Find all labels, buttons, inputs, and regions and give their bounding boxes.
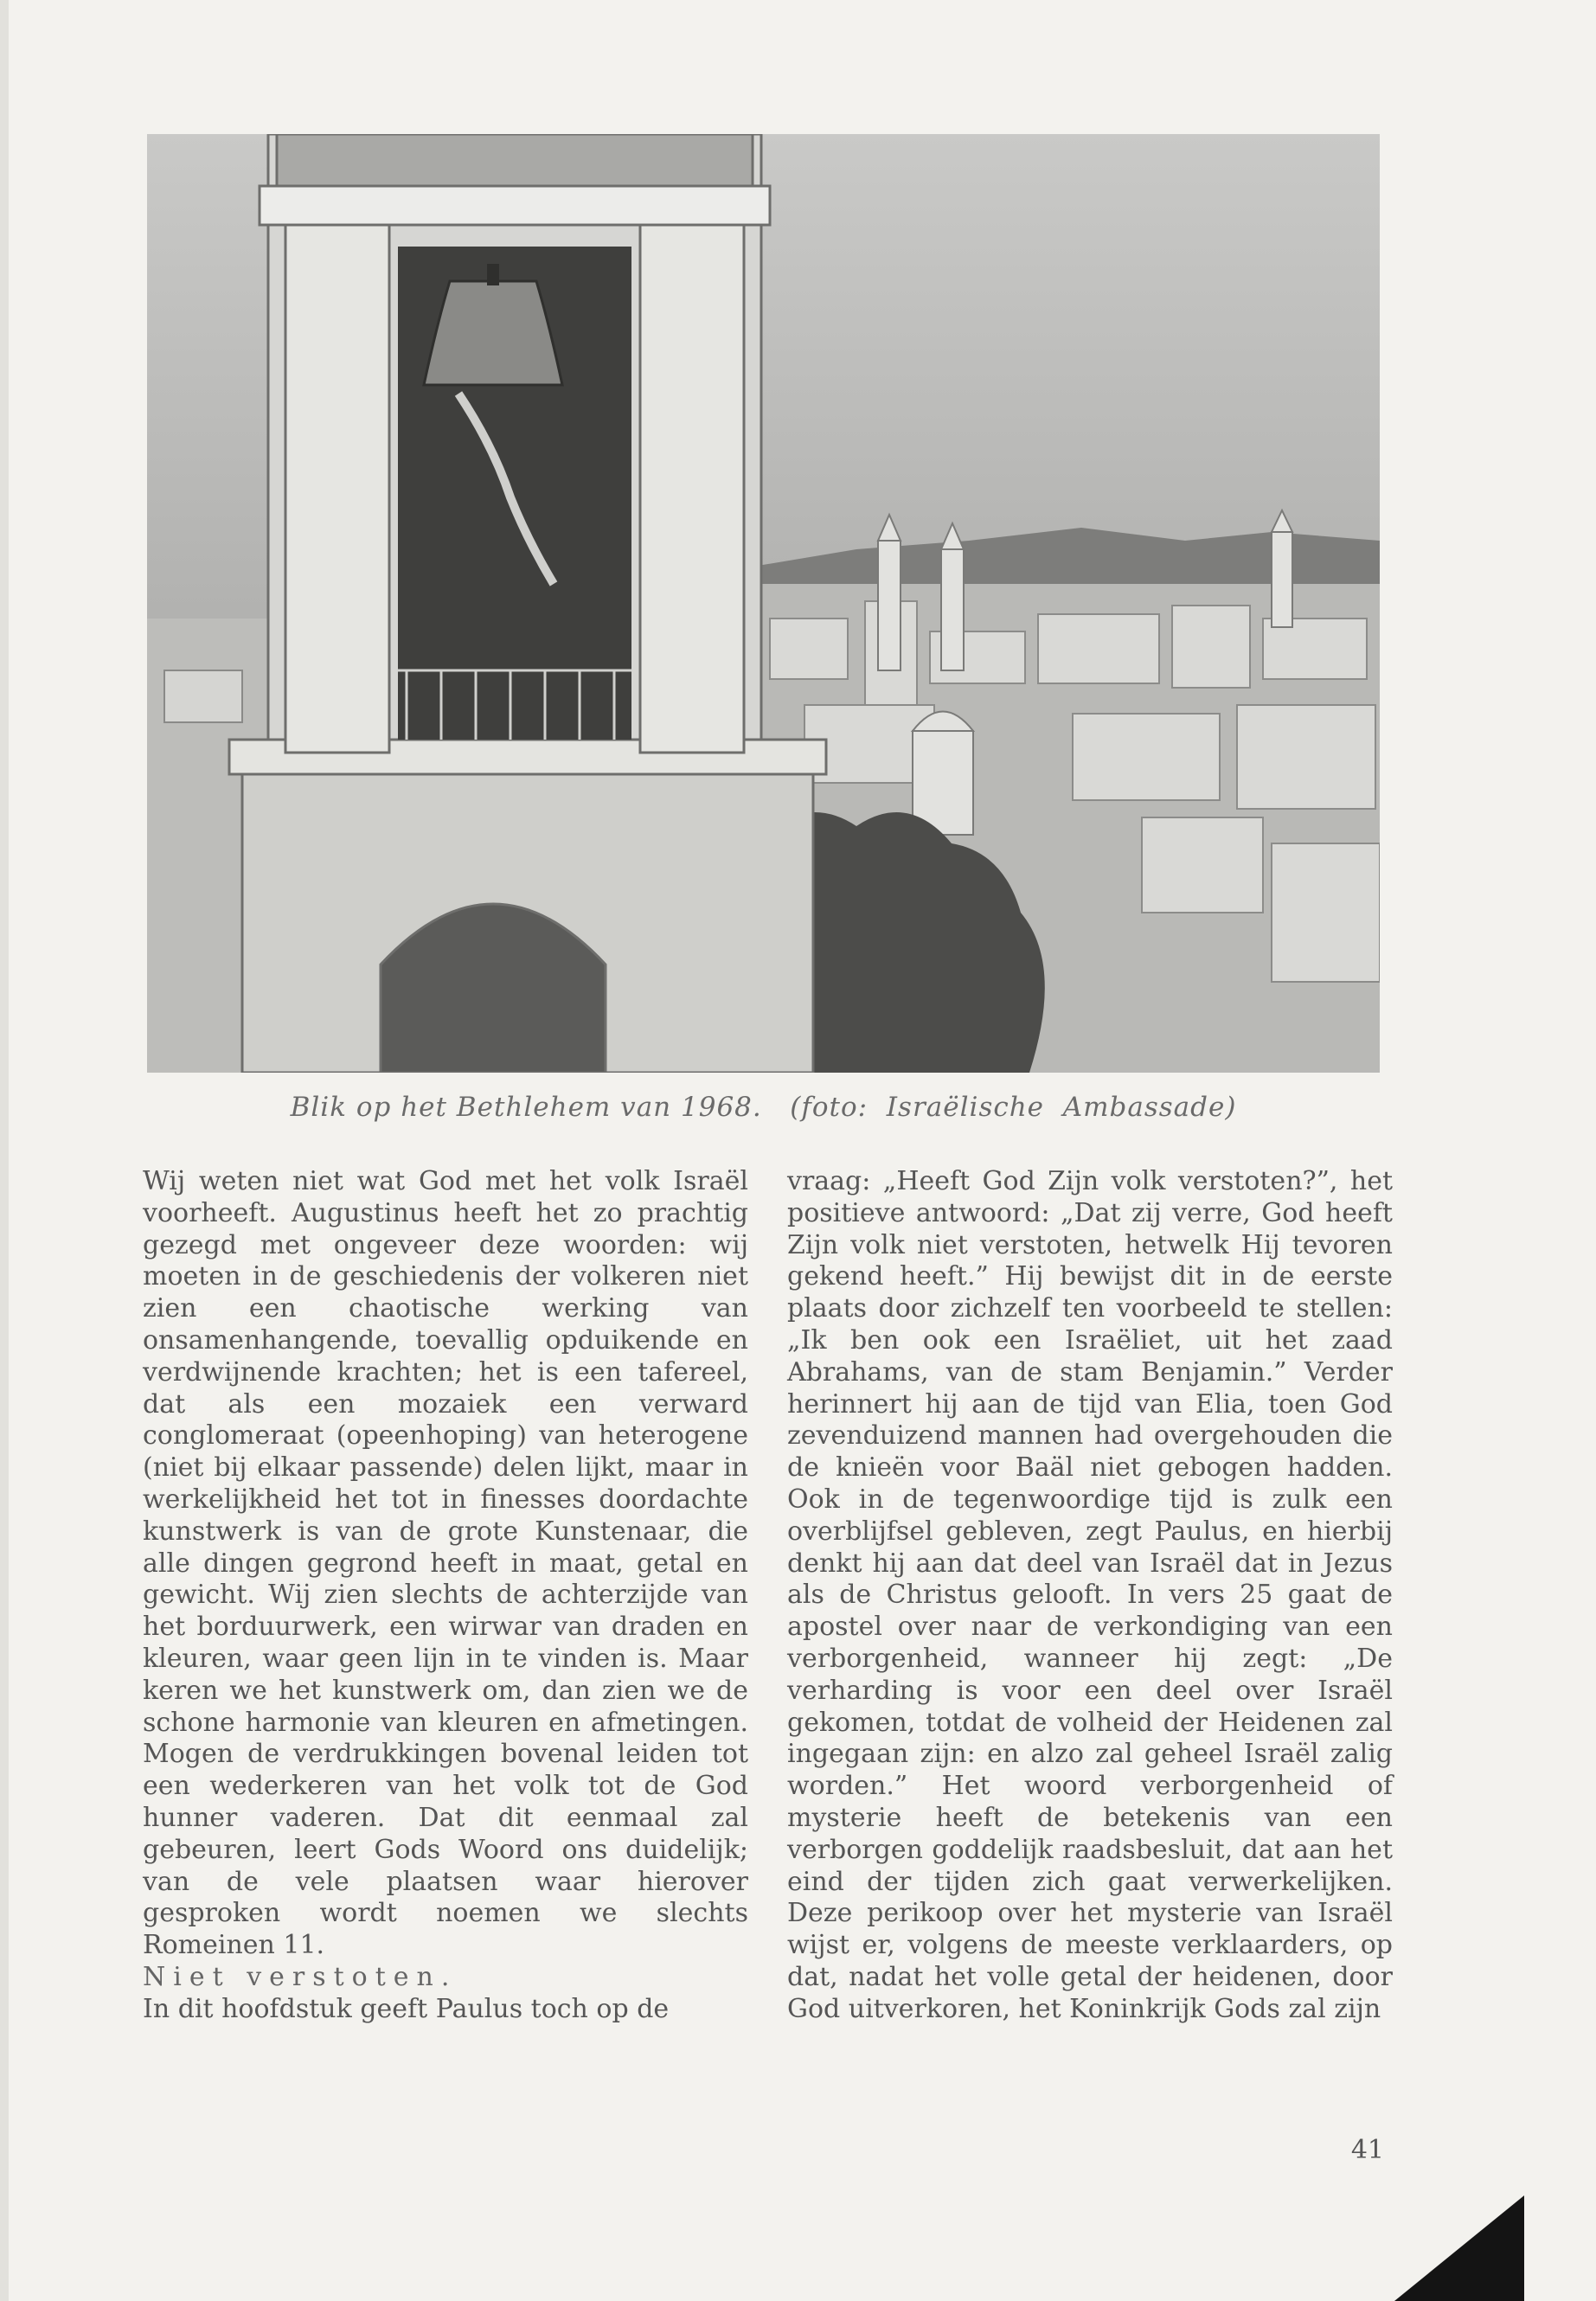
right-column-paragraph: vraag: „Heeft God Zijn volk verstoten?”, het positieve antwoord: „Dat zij verre, God heeft Zijn volk niet verstoten, hetwelk Hij tevoren gekend heeft.” Hij bewijst dit in de eerste plaats door zichzelf ten voorbeeld te stellen: „Ik ben ook een Israëliet, uit het zaad Abrahams, van de stam Benjamin.” Verder herinnert hij aan de tijd van Elia, toen God zevenduizend mannen had overgehouden die de knieën voor Baäl niet gebogen hadden. Ook in de tegenwoordige tijd is zulk een overblijfsel gebleven, zegt Paulus, en hierbij denkt hij aan dat deel van Israël dat in Jezus als de Christus gelooft. In vers 25 gaat de apostel over naar de verkondiging van een verborgenheid, wanneer hij zegt: „De verharding is voor een deel over Israël gekomen, totdat de volheid der Heidenen zal ingegaan zijn: en alzo zal geheel Israël zalig worden.” Het woord verborgenheid of mysterie heeft de betekenis van een verborgen goddelijk raadsbesluit, dat aan het eind der tijden zich gaat verwerkelijken. Deze perikoop over het mysterie van Israël wijst er, volgens de meeste verklaarders, op dat, nadat het volle getal der heidenen, door God uitverkoren, het Koninkrijk Gods zal zijn [787, 1166, 1393, 2024]
section-heading: Niet verstoten. [143, 1961, 458, 1992]
photo-illustration [147, 134, 1380, 1073]
left-column [143, 1166, 748, 2026]
left-column-paragraph: Wij weten niet wat God met het volk Israël voorheeft. Augustinus heeft het zo prachtig gezegd met ongeveer deze woorden: wij moeten in de geschiedenis der volkeren niet zien een chaotische werking van onsamenhangende, toevallig opduikende en verdwijnende krachten; het is een tafereel, dat als een mozaiek een verward conglomeraat (opeenhoping) van heterogene (niet bij elkaar passende) delen lijkt, maar in werkelijkheid het tot in finesses doordachte kunstwerk is van de grote Kunstenaar, die alle dingen gegrond heeft in maat, getal en gewicht. Wij zien slechts de achterzijde van het borduurwerk, een wirwar van draden en kleuren, waar geen lijn in te vinden is. Maar keren we het kunstwerk om, dan zien we de schone harmonie van kleuren en afmetingen. Mogen de verdrukkingen bovenal leiden tot een wederkeren van het volk tot de God hunner vaderen. Dat dit eenmaal zal gebeuren, leert Gods Woord ons duidelijk; van de vele plaatsen waar hierover gesproken wordt noemen we slechts Romeinen 11. [143, 1166, 748, 1961]
left-column-after-heading: In dit hoofdstuk geeft Paulus toch op de [143, 1993, 670, 2024]
right-column [787, 1166, 1393, 2026]
page-number: 41 [1350, 2135, 1384, 2165]
page-edge [0, 0, 9, 2301]
photo-bethlehem-bell-tower [147, 134, 1380, 1073]
page-corner-mark [1394, 2195, 1524, 2301]
photo-caption: Blik op het Bethlehem van 1968. (foto: Israëlische Ambassade) [290, 1092, 1237, 1123]
